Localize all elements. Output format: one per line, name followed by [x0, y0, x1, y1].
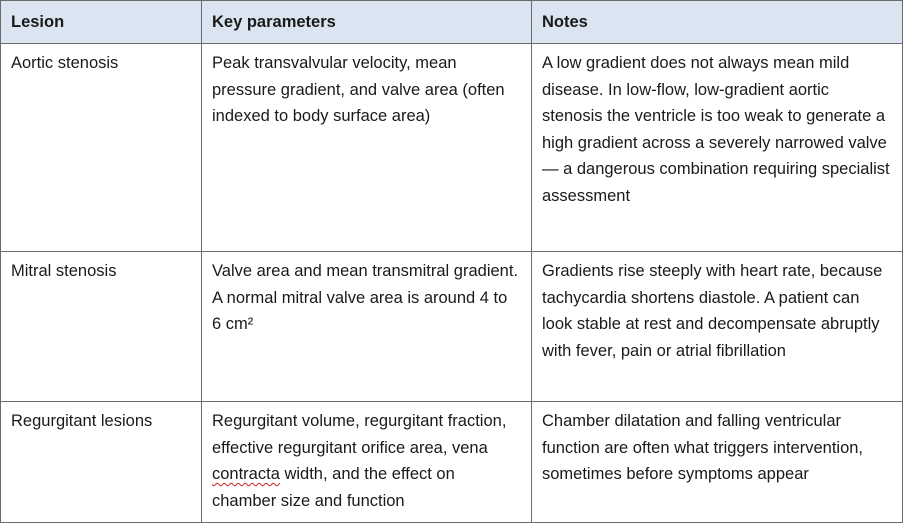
header-notes: Notes	[532, 1, 903, 44]
parameters-text: width, and the effect on chamber size and function	[212, 465, 455, 510]
parameters-cell: Peak transvalvular velocity, mean pressure gradient, and valve area (often indexed to body surface area)	[202, 44, 532, 252]
parameters-text: Regurgitant volume, regurgitant fraction, effective regurgitant orifice area, vena	[212, 412, 507, 457]
spellcheck-flagged-word: contracta	[212, 465, 280, 483]
table-row	[1, 44, 903, 252]
notes-cell: Gradients rise steeply with heart rate, because tachycardia shortens diastole. A patient can look stable at rest and decompensate abruptly with fever, pain or atrial fibrillation	[532, 252, 903, 402]
parameters-cell: Valve area and mean transmitral gradient. A normal mitral valve area is around 4 to 6 cm²	[202, 252, 532, 402]
header-row	[1, 1, 903, 44]
notes-cell: A low gradient does not always mean mild disease. In low-flow, low-gradient aortic stenosis the ventricle is too weak to generate a high gradient across a severely narrowed valve — a dangerous combination requiring specialist assessment	[532, 44, 903, 252]
table-row	[1, 402, 903, 523]
lesion-cell: Aortic stenosis	[1, 44, 202, 252]
notes-cell: Chamber dilatation and falling ventricular function are often what triggers intervention, sometimes before symptoms appear	[532, 402, 903, 523]
lesion-cell: Regurgitant lesions	[1, 402, 202, 523]
lesion-cell: Mitral stenosis	[1, 252, 202, 402]
header-key-parameters: Key parameters	[202, 1, 532, 44]
table-row	[1, 252, 903, 402]
header-lesion: Lesion	[1, 1, 202, 44]
parameters-cell	[202, 402, 532, 523]
